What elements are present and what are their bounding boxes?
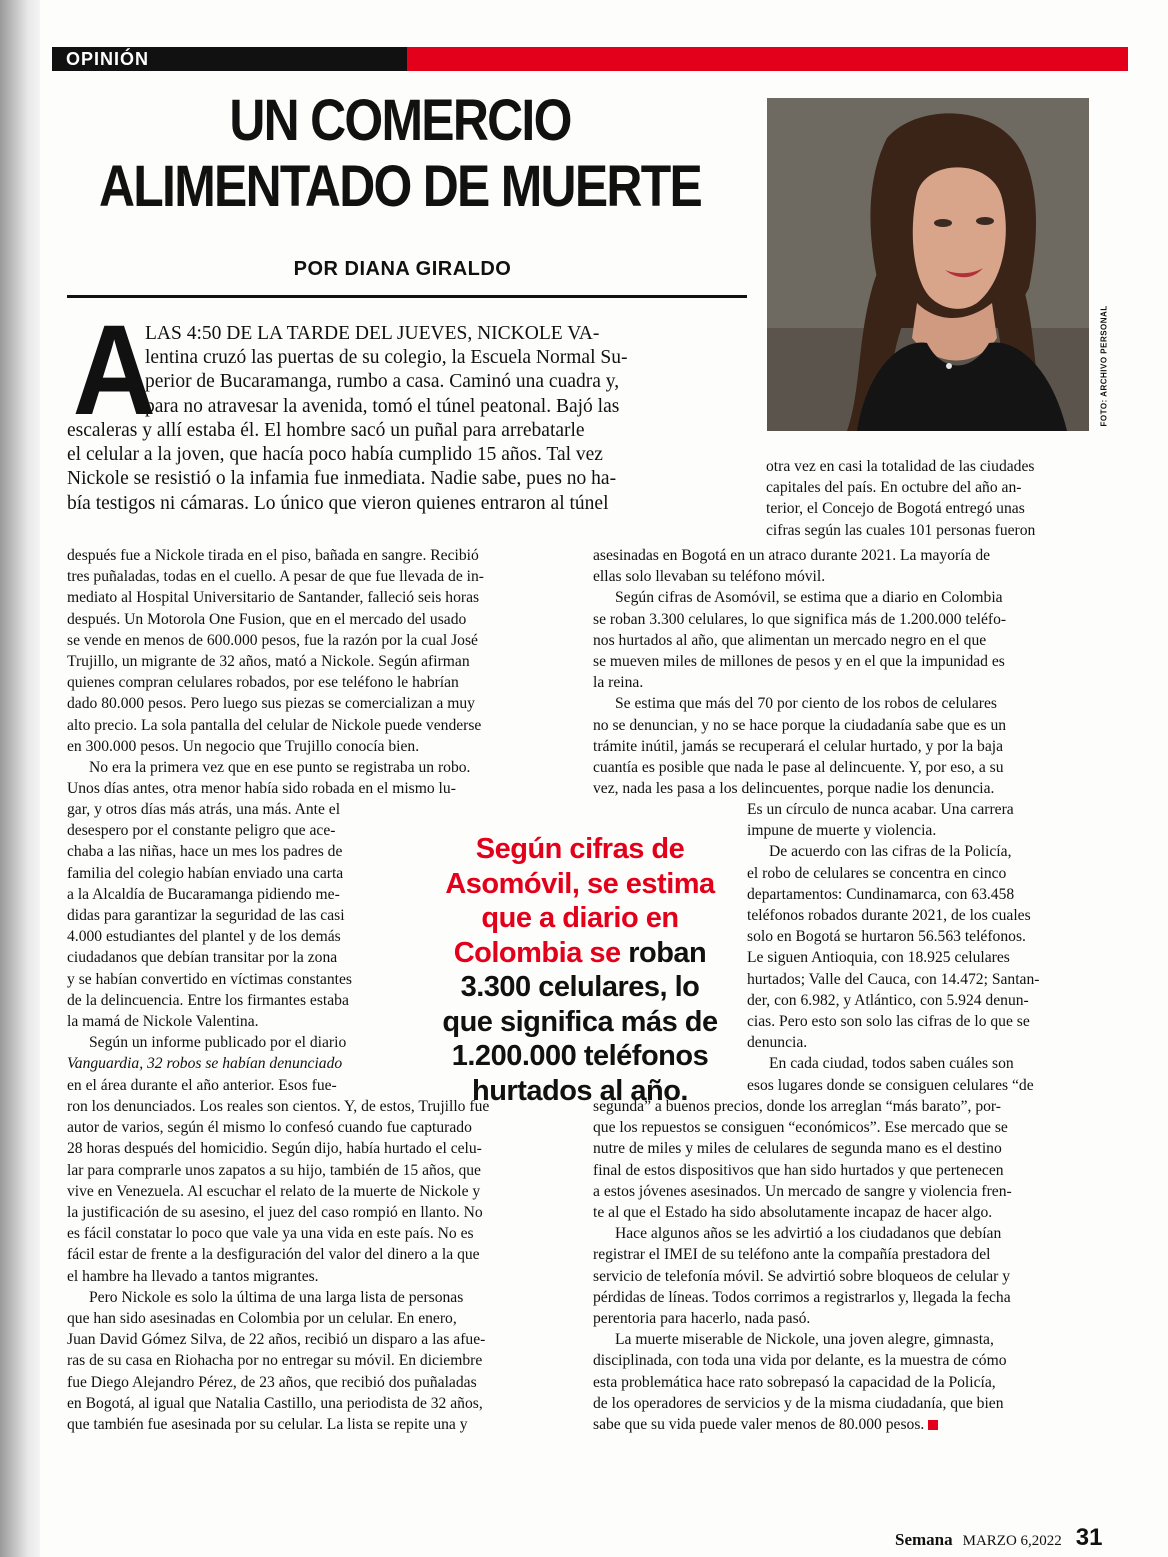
final-line-text: sabe que su vida puede valer menos de 80.000 pesos. (593, 1416, 925, 1434)
page-number: 31 (1075, 1524, 1103, 1551)
lead-line: escaleras y allí estaba él. El hombre sacó un puñal para arrebatarle (67, 420, 585, 441)
drop-cap: A (72, 299, 156, 442)
body-line: y se habían convertido en víctimas constantes (67, 970, 352, 988)
body-line: de la delincuencia. Entre los firmantes estaba (67, 991, 349, 1009)
photo-credit-text: FOTO: ARCHIVO PERSONAL (1099, 305, 1109, 427)
body-line: asesinadas en Bogotá en un atraco durante 2021. La mayoría de (593, 547, 991, 564)
body-line: registrar el IMEI de su teléfono ante la compañía prestadora del (593, 1246, 991, 1264)
body-line: dado 80.000 pesos. Pero luego sus piezas se comercializan a muy (67, 695, 475, 713)
body-line: fue Diego Alejandro Pérez, de 23 años, que recibió dos puñaladas (67, 1373, 477, 1391)
body-line: se mueven miles de millones de pesos y en el que la impunidad es (593, 653, 1005, 671)
body-line: capitales del país. En octubre del año an- (766, 479, 1022, 497)
photo-credit (1092, 305, 1109, 430)
page-footer (895, 1524, 1103, 1552)
body-line: pérdidas de líneas. Todos corrimos a registrarlos y, llegada la fecha (593, 1288, 1011, 1306)
body-line: familia del colegio habían enviado una carta (67, 864, 344, 882)
body-line: a estos jóvenes asesinados. Un mercado de sangre y violencia fren- (593, 1182, 1012, 1200)
body-line: se roban 3.300 celulares, lo que significa más de 1.200.000 teléfo- (593, 610, 1007, 628)
right-column-narrow (747, 799, 1039, 1096)
body-line: ron los denunciados. Los reales son cientos. Y, de estos, Trujillo fue (67, 1098, 490, 1115)
body-line: vez, nada les pasa a los delincuentes, porque nadie los denuncia. (593, 780, 995, 798)
body-line: lar para comprarle unos zapatos a su hijo, también de 15 años, que (67, 1161, 481, 1179)
lead-line: para no atravesar la avenida, tomó el túnel peatonal. Bajó las (145, 395, 620, 417)
pull-quote (435, 832, 725, 1108)
body-line: otra vez en casi la totalidad de las ciudades (766, 458, 1035, 475)
body-line: después. Un Motorola One Fusion, que en el mercado del usado (67, 610, 467, 628)
body-line: La muerte miserable de Nickole, una joven alegre, gimnasta, (615, 1331, 994, 1349)
body-line: que los repuestos se consiguen “económicos”. Ese mercado que se (593, 1119, 1008, 1137)
right-column-wide (593, 545, 1006, 799)
body-line: ras de su casa en Riohacha por no entregar su móvil. En diciembre (67, 1352, 483, 1370)
body-line: departamentos: Cundinamarca, con 63.458 (747, 885, 1015, 903)
pull-quote-highlight: Según cifras de Asomóvil, se estima que a diario en Colombia se (445, 833, 715, 969)
lead-paragraph-top (145, 322, 755, 419)
body-line: Vanguardia, 32 robos se habían denunciado (67, 1055, 343, 1073)
body-line: es fácil constatar lo poco que vale ya una vida en este país. No es (67, 1225, 474, 1243)
body-line: trámite inútil, jamás se recuperará el celular hurtado, y por la baja (593, 737, 1004, 755)
body-line: Unos días antes, otra menor había sido robada en el mismo lu- (67, 780, 456, 798)
body-line: el hambre ha llevado a tantos migrantes. (67, 1267, 319, 1285)
left-column-top (67, 545, 484, 799)
body-line: te al que el Estado ha sido absolutamente incapaz de hacer algo. (593, 1204, 993, 1222)
body-line: autor de varios, según él mismo lo confesó cuando fue capturado (67, 1119, 472, 1137)
lead-line: bía testigos ni cámaras. Lo único que vieron quienes entraron al túnel (67, 492, 609, 514)
body-line: denuncia. (747, 1034, 808, 1052)
body-line: En cada ciudad, todos saben cuáles son (769, 1055, 1014, 1073)
body-line: que también fue asesinada por su celular. La lista se repite una y (67, 1416, 468, 1434)
body-line: Según cifras de Asomóvil, se estima que a diario en Colombia (615, 589, 1003, 607)
right-column-bottom (593, 1096, 1012, 1435)
headline (99, 88, 701, 220)
author-portrait-illustration (767, 98, 1089, 431)
body-line: perentoria para hacerlo, nada pasó. (593, 1310, 811, 1328)
body-line: esta problemática hace rato sobrepasó la capacidad de la Policía, (593, 1373, 996, 1391)
body-line: disciplinada, con toda una vida por delante, es la muestra de cómo (593, 1352, 1007, 1370)
body-line: el robo de celulares se concentra en cinco (747, 864, 1007, 882)
body-line: hurtados; Valle del Cauca, con 14.472; Santan- (747, 970, 1040, 988)
byline: POR DIANA GIRALDO (293, 258, 512, 280)
body-line: quienes compran celulares robados, por ese teléfono le habrían (67, 674, 459, 692)
issue-date: MARZO 6,2022 (962, 1533, 1062, 1549)
body-line: que han sido asesinadas en Colombia por un celular. En enero, (67, 1310, 457, 1328)
body-line: nutre de miles y miles de celulares de segunda mano es el destino (593, 1140, 1002, 1158)
body-line: segunda” a buenos precios, donde los arreglan “más barato”, por- (593, 1098, 1002, 1115)
body-line: en 300.000 pesos. Un negocio que Trujillo conocía bien. (67, 737, 420, 755)
pull-quote-rest: roban 3.300 celulares, lo que significa más de 1.200.000 teléfonos hurtados al año. (442, 936, 718, 1107)
body-line: después fue a Nickole tirada en el piso, bañada en sangre. Recibió (67, 547, 479, 564)
body-line: 4.000 estudiantes del plantel y de los demás (67, 928, 341, 946)
body-line: No era la primera vez que en ese punto se registraba un robo. (89, 759, 471, 777)
body-line: vive en Venezuela. Al escuchar el relato de la muerte de Nickole y (67, 1182, 481, 1200)
lead-line: perior de Bucaramanga, rumbo a casa. Caminó una cuadra y, (145, 371, 620, 393)
body-line: didas para garantizar la seguridad de las casi (67, 907, 345, 925)
body-line: de los operadores de servicios y de la misma ciudadanía, que bien (593, 1394, 1004, 1412)
lead-line: el celular a la joven, que hacía poco había cumplido 15 años. Tal vez (67, 444, 603, 466)
section-bar (52, 47, 1128, 71)
body-line: nos hurtados al año, que alimentan un mercado negro en el que (593, 631, 987, 649)
body-line: terior, el Concejo de Bogotá entregó unas (766, 500, 1025, 518)
magazine-brand: Semana (895, 1530, 953, 1549)
body-line: la reina. (593, 674, 644, 692)
body-line: no se denuncian, y no se hace porque la ciudadanía sabe que es un (593, 716, 1007, 734)
body-line: Juan David Gómez Silva, de 22 años, recibió un disparo a las afue- (67, 1331, 486, 1349)
end-of-article-mark (928, 1420, 938, 1430)
author-photo (767, 98, 1089, 431)
body-line: solo en Bogotá se hurtaron 56.563 teléfonos. (747, 928, 1026, 946)
body-line: cuantía es posible que nada le pase al delincuente. Y, por eso, a su (593, 759, 1004, 777)
body-line: en Bogotá, al igual que Natalia Castillo, una periodista de 32 años, (67, 1394, 483, 1412)
body-line: chaba a las niñas, hace un mes los padres de (67, 843, 343, 861)
body-line: Según un informe publicado por el diario (89, 1034, 347, 1052)
headline-rule (67, 295, 747, 298)
body-line: alto precio. La sola pantalla del celular de Nickole puede venderse (67, 716, 482, 734)
body-line (593, 1414, 1012, 1435)
body-line: mediato al Hospital Universitario de Santander, falleció seis horas (67, 589, 480, 607)
body-line: ciudadanos que debían transitar por la zona (67, 949, 338, 967)
body-line: fácil estar de frente a la desfiguración del valor del dinero a la que (67, 1246, 480, 1264)
body-line: gar, y otros días más atrás, una más. Ante el (67, 801, 341, 818)
body-line: impune de muerte y violencia. (747, 822, 937, 840)
lead-paragraph-bottom (67, 419, 757, 516)
page-gutter-shadow (0, 0, 40, 1557)
body-line: final de estos dispositivos que han sido hurtados y que pertenecen (593, 1161, 1004, 1179)
body-line: desespero por el constante peligro que ace- (67, 822, 336, 840)
left-column-narrow (67, 799, 352, 1096)
magazine-page (40, 0, 1168, 1557)
body-line: la justificación de su asesino, el juez del caso rompió en llanto. No (67, 1204, 483, 1222)
headline-line-2: ALIMENTADO DE MUERTE (99, 154, 702, 219)
body-line: tres puñaladas, todas en el cuello. A pesar de que fue llevada de in- (67, 568, 484, 586)
body-line: se vende en menos de 600.000 pesos, fue la razón por la cual José (67, 631, 478, 649)
body-line: der, con 6.982, y Atlántico, con 5.924 denun- (747, 991, 1029, 1009)
body-line: Pero Nickole es solo la última de una larga lista de personas (89, 1288, 464, 1306)
lead-line: LAS 4:50 DE LA TARDE DEL JUEVES, NICKOLE VA- (145, 323, 600, 344)
body-line: Es un círculo de nunca acabar. Una carrera (747, 801, 1014, 818)
section-label: OPINIÓN (66, 49, 150, 69)
body-line: Trujillo, un migrante de 32 años, mató a Nickole. Según afirman (67, 653, 470, 671)
body-line: cias. Pero esto son solo las cifras de lo que se (747, 1013, 1030, 1031)
body-line: servicio de telefonía móvil. Se advirtió sobre bloqueos de celular y (593, 1267, 1011, 1285)
body-line: en el área durante el año anterior. Esos fue- (67, 1076, 337, 1094)
body-line: esos lugares donde se consiguen celulares “de (747, 1076, 1034, 1094)
body-line: teléfonos robados durante 2021, de los cuales (747, 907, 1031, 925)
body-line: 28 horas después del homicidio. Según dijo, había hurtado el celu- (67, 1140, 482, 1158)
left-column-bottom (67, 1096, 489, 1435)
right-column-top (766, 456, 1035, 541)
lead-line: lentina cruzó las puertas de su colegio, la Escuela Normal Su- (145, 347, 628, 369)
body-line: Le siguen Antioquia, con 18.925 celulares (747, 949, 1010, 967)
body-line: cifras según las cuales 101 personas fueron (766, 521, 1036, 539)
body-line: Hace algunos años se les advirtió a los ciudadanos que debían (615, 1225, 1002, 1243)
lead-line: Nickole se resistió o la infamia fue inmediata. Nadie sabe, pues no ha- (67, 468, 617, 490)
body-line: ellas solo llevaban su teléfono móvil. (593, 568, 826, 586)
body-line: la mamá de Nickole Valentina. (67, 1013, 259, 1031)
body-line: a la Alcaldía de Bucaramanga pidiendo me- (67, 885, 340, 903)
headline-line-1: UN COMERCIO (229, 88, 571, 153)
body-line: De acuerdo con las cifras de la Policía, (769, 843, 1012, 861)
body-line: Se estima que más del 70 por ciento de los robos de celulares (615, 695, 997, 713)
